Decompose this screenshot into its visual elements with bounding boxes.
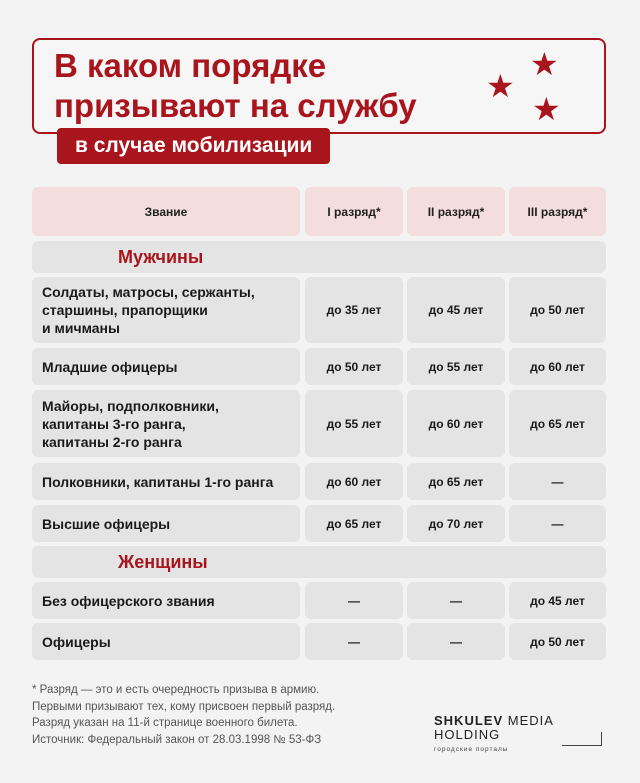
footnote-line: Первыми призывают тех, кому присвоен первый разряд. (32, 700, 336, 713)
value-cell: — (407, 623, 505, 660)
value-cell: — (407, 582, 505, 619)
footnote (32, 682, 412, 748)
value-cell: — (509, 505, 606, 542)
logo-brand: SHKULEV (434, 713, 504, 728)
brand-logo (434, 713, 606, 753)
value-cell: до 65 лет (407, 463, 505, 500)
rank-line: Солдаты, матросы, сержанты, (42, 284, 255, 300)
value-cell: до 45 лет (407, 277, 505, 343)
rank-line: и мичманы (42, 320, 120, 336)
title-line-1: В каком порядке (54, 47, 327, 84)
rank-cell: Без офицерского звания (32, 582, 300, 619)
rank-cell: Полковники, капитаны 1-го ранга (32, 463, 300, 500)
value-cell: до 50 лет (305, 348, 403, 385)
star-icon: ★ (532, 91, 561, 127)
value-cell: до 50 лет (509, 623, 606, 660)
rank-cell: Высшие офицеры (32, 505, 300, 542)
value-cell: до 60 лет (305, 463, 403, 500)
value-cell: до 70 лет (407, 505, 505, 542)
value-cell: до 50 лет (509, 277, 606, 343)
value-cell: до 60 лет (407, 390, 505, 457)
rank-line: капитаны 3-го ранга, (42, 415, 186, 432)
title-line-2: призывают на службу (54, 87, 417, 124)
value-cell: до 45 лет (509, 582, 606, 619)
logo-rest: MEDIA HOLDING (434, 713, 554, 742)
star-icon: ★ (530, 46, 559, 82)
rank-cell (32, 390, 300, 457)
header-category-2: II разряд* (407, 187, 505, 236)
value-cell: — (509, 463, 606, 500)
star-icon: ★ (486, 68, 515, 104)
footnote-line: Разряд указан на 11-й странице военного билета. (32, 717, 298, 729)
value-cell: — (305, 623, 403, 660)
value-cell: до 65 лет (305, 505, 403, 542)
section-women: Женщины (32, 546, 606, 578)
logo-tagline: городские порталы (434, 746, 509, 753)
footnote-line: Источник: Федеральный закон от 28.03.1998 № 53-ФЗ (32, 733, 322, 746)
title-box (32, 38, 606, 134)
footnote-line: * Разряд — это и есть очередность призыва в армию. (32, 684, 320, 696)
rank-line: Майоры, подполковники, (42, 397, 219, 414)
rank-line: капитаны 2-го ранга (42, 433, 182, 450)
rank-cell: Офицеры (32, 623, 300, 660)
logo-corner-line (562, 732, 602, 746)
page-title (54, 46, 417, 126)
value-cell: до 55 лет (407, 348, 505, 385)
value-cell: до 60 лет (509, 348, 606, 385)
value-cell: — (305, 582, 403, 619)
header-category-3: III разряд* (509, 187, 606, 236)
value-cell: до 65 лет (509, 390, 606, 457)
header-rank: Звание (32, 187, 300, 236)
rank-line: старшины, прапорщики (42, 302, 208, 318)
section-men: Мужчины (32, 241, 606, 273)
rank-cell (32, 277, 300, 343)
value-cell: до 35 лет (305, 277, 403, 343)
header-category-1: I разряд* (305, 187, 403, 236)
value-cell: до 55 лет (305, 390, 403, 457)
subtitle-badge: в случае мобилизации (57, 128, 330, 164)
rank-cell: Младшие офицеры (32, 348, 300, 385)
